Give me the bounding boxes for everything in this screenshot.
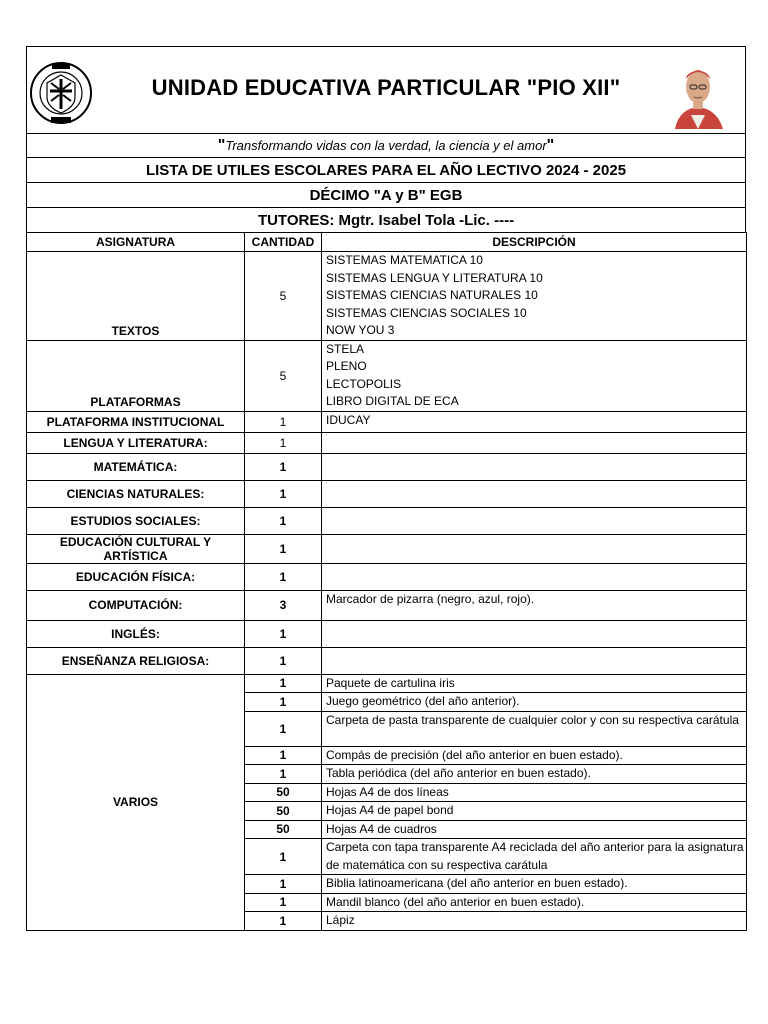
description-line: SISTEMAS MATEMATICA 10 — [326, 253, 483, 267]
description-cell — [322, 534, 747, 563]
school-motto: " Transformando vidas con la verdad, la ciencia y el amor " — [26, 133, 746, 157]
column-header-subject: ASIGNATURA — [27, 233, 245, 252]
quantity-cell: 5 — [245, 340, 322, 411]
quantity-cell: 50 — [245, 783, 322, 802]
description-line: LECTOPOLIS — [326, 376, 402, 391]
quantity-cell: 1 — [245, 453, 322, 480]
description-cell — [322, 647, 747, 674]
subject-cell: VARIOS — [27, 674, 245, 930]
description-line: SISTEMAS CIENCIAS SOCIALES 10 — [326, 305, 527, 320]
description-cell: IDUCAY — [322, 411, 747, 432]
table-row — [27, 507, 747, 534]
description-cell: Paquete de cartulina iris — [322, 674, 747, 693]
quantity-cell: 1 — [245, 480, 322, 507]
quantity-cell: 1 — [245, 563, 322, 590]
pope-portrait — [669, 59, 727, 129]
description-cell: Compás de precisión (del año anterior en buen estado). — [322, 746, 747, 765]
table-row-plataformas — [27, 340, 747, 411]
description-line: LIBRO DIGITAL DE ECA — [326, 394, 459, 408]
quantity-cell: 50 — [245, 802, 322, 821]
description-cell: Carpeta con tapa transparente A4 reciclada del año anterior para la asignatura de matemática con su respectiva carátula — [322, 839, 747, 875]
description-cell — [322, 340, 747, 411]
quantity-cell: 1 — [245, 411, 322, 432]
description-line: STELA — [326, 341, 365, 356]
subject-cell: INGLÉS: — [27, 620, 245, 647]
quantity-cell: 5 — [245, 252, 322, 341]
table-row-textos — [27, 252, 747, 341]
quantity-cell: 1 — [245, 839, 322, 875]
table-row — [27, 453, 747, 480]
description-cell — [322, 480, 747, 507]
subject-cell: ENSEÑANZA RELIGIOSA: — [27, 647, 245, 674]
description-cell — [322, 252, 747, 341]
school-supplies-sheet — [26, 46, 746, 931]
document-header — [26, 46, 746, 133]
description-line: SISTEMAS LENGUA Y LITERATURA 10 — [326, 270, 543, 285]
description-cell — [322, 507, 747, 534]
subject-cell: PLATAFORMAS — [27, 340, 245, 411]
description-line: PLENO — [326, 359, 367, 373]
description-cell: Mandil blanco (del año anterior en buen estado). — [322, 893, 747, 912]
motto-text: Transformando vidas con la verdad, la ciencia y el amor — [225, 138, 547, 153]
quantity-cell: 1 — [245, 507, 322, 534]
table-row — [27, 563, 747, 590]
supplies-table — [26, 232, 747, 931]
subject-cell: EDUCACIÓN FÍSICA: — [27, 563, 245, 590]
quantity-cell: 1 — [245, 765, 322, 784]
quantity-cell: 1 — [245, 432, 322, 453]
description-cell — [322, 432, 747, 453]
description-cell: Hojas A4 de cuadros — [322, 820, 747, 839]
table-row — [27, 432, 747, 453]
subject-cell: PLATAFORMA INSTITUCIONAL — [27, 411, 245, 432]
quantity-cell: 1 — [245, 647, 322, 674]
subject-cell: ESTUDIOS SOCIALES: — [27, 507, 245, 534]
quantity-cell: 3 — [245, 590, 322, 620]
table-row — [27, 411, 747, 432]
description-cell: Marcador de pizarra (negro, azul, rojo). — [322, 590, 747, 620]
description-cell: Lápiz — [322, 912, 747, 931]
description-cell — [322, 563, 747, 590]
table-row — [27, 620, 747, 647]
description-line: NOW YOU 3 — [326, 323, 395, 337]
quantity-cell: 1 — [245, 674, 322, 693]
description-cell: Carpeta de pasta transparente de cualquier color y con su respectiva carátula — [322, 711, 747, 746]
description-cell: Hojas A4 de dos líneas — [322, 783, 747, 802]
table-header-row — [27, 233, 747, 252]
description-cell — [322, 453, 747, 480]
description-line: SISTEMAS CIENCIAS NATURALES 10 — [326, 288, 538, 302]
subject-cell: COMPUTACIÓN: — [27, 590, 245, 620]
table-row-varios — [27, 674, 747, 693]
subject-cell: CIENCIAS NATURALES: — [27, 480, 245, 507]
quantity-cell: 1 — [245, 875, 322, 894]
description-cell: Juego geométrico (del año anterior). — [322, 693, 747, 712]
table-row — [27, 590, 747, 620]
quantity-cell: 50 — [245, 820, 322, 839]
description-cell: Biblia latinoamericana (del año anterior en buen estado). — [322, 875, 747, 894]
list-title: LISTA DE UTILES ESCOLARES PARA EL AÑO LECTIVO 2024 - 2025 — [26, 157, 746, 182]
description-cell: Hojas A4 de papel bond — [322, 802, 747, 821]
description-cell: Tabla periódica (del año anterior en buen estado). — [322, 765, 747, 784]
tutors-label: TUTORES: Mgtr. Isabel Tola -Lic. ---- — [26, 207, 746, 232]
quantity-cell: 1 — [245, 893, 322, 912]
quantity-cell: 1 — [245, 912, 322, 931]
quantity-cell: 1 — [245, 711, 322, 746]
description-cell — [322, 620, 747, 647]
subject-cell: MATEMÁTICA: — [27, 453, 245, 480]
quantity-cell: 1 — [245, 693, 322, 712]
subject-cell: TEXTOS — [27, 252, 245, 341]
quantity-cell: 1 — [245, 620, 322, 647]
quantity-cell: 1 — [245, 746, 322, 765]
table-row — [27, 480, 747, 507]
subject-cell: EDUCACIÓN CULTURAL Y ARTÍSTICA — [27, 534, 245, 563]
column-header-description: DESCRIPCIÓN — [322, 233, 747, 252]
column-header-quantity: CANTIDAD — [245, 233, 322, 252]
school-title: UNIDAD EDUCATIVA PARTICULAR "PIO XII" — [151, 75, 621, 100]
table-row — [27, 534, 747, 563]
quantity-cell: 1 — [245, 534, 322, 563]
table-row — [27, 647, 747, 674]
grade-label: DÉCIMO "A y B" EGB — [26, 182, 746, 207]
subject-cell: LENGUA Y LITERATURA: — [27, 432, 245, 453]
